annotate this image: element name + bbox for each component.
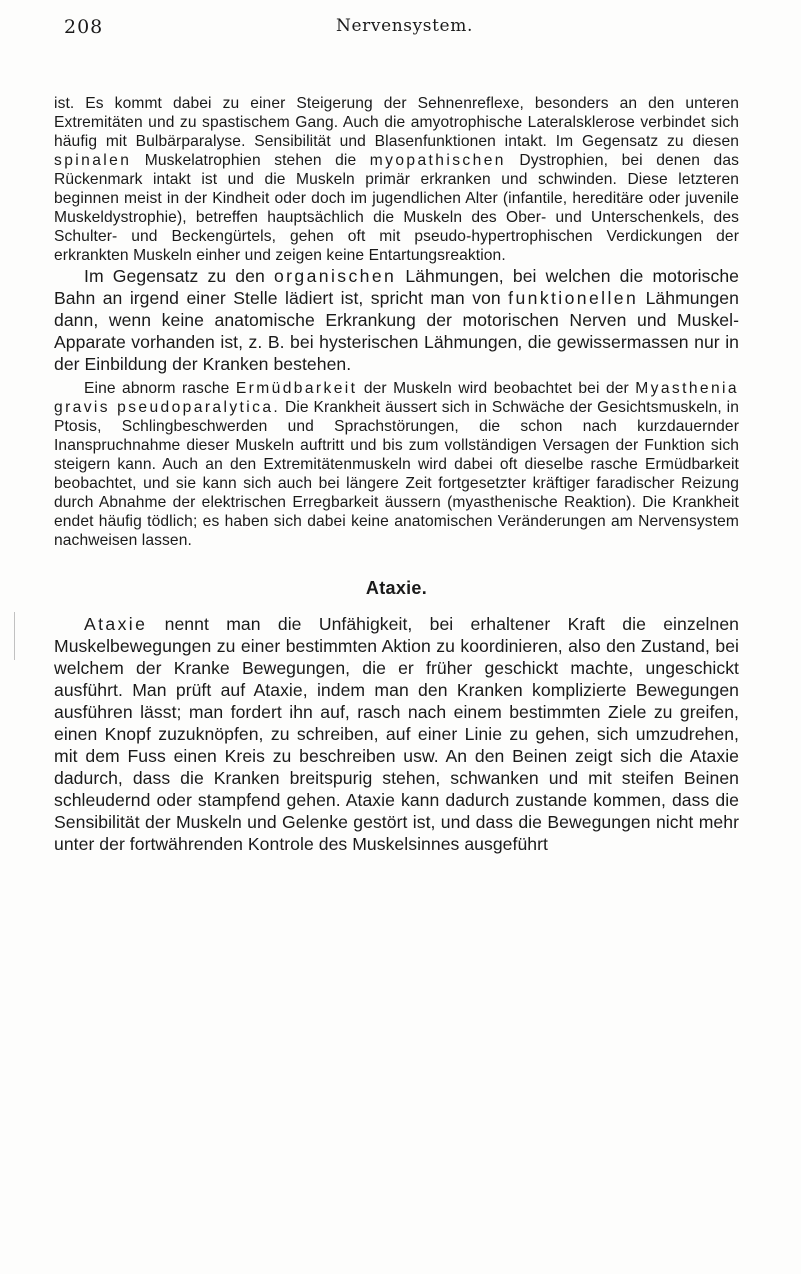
section-heading-ataxie: Ataxie. — [365, 578, 428, 598]
text-run: Muskelatrophien stehen die — [144, 152, 357, 169]
emphasis-ermuedbarkeit: Ermüdbarkeit — [235, 380, 358, 397]
text-run: Lähmungen dann, wenn keine anatomische Erkrankung der motorischen Nerven und Muskel-Apparate vorhanden ist, z. B. bei hysterischen Lähmungen, die gewissermassen nur in der Einbildung der Kranken bestehen. — [54, 288, 739, 374]
page-header — [64, 16, 744, 46]
text-run: Dystrophien, bei denen das Rückenmark intakt ist und die Muskeln primär erkranken und schwinden. Diese letzteren beginnen meist in der Kindheit oder doch im jugendlichen Alter (infantile, hereditäre oder juvenile Muskeldystrophie), betreffen hauptsächlich die Muskeln des Ober- und Unterschenkels, des Schulter- und Beckengürtels, gehen oft mit pseudo-hypertrophischen Verdickungen der erkrankten Muskeln einher und zeigen keine Entartungsreaktion. — [54, 152, 739, 264]
margin-pencil-mark — [14, 612, 35, 660]
paragraph-functional-paralysis — [54, 265, 739, 375]
text-run: nennt man die Unfähigkeit, bei erhaltener Kraft die einzelnen Muskelbewegungen zu einer bestimmten Aktion zu koordinieren, also den Zustand, bei welchem der Kranke Bewegungen, die er früher geschickt machte, ungeschickt ausführt. Man prüft auf Ataxie, indem man den Kranken komplizierte Bewegungen ausführen lässt; man fordert ihn auf, rasch nach einem bestimmten Ziele zu greifen, einen Knopf zuzuknöpfen, zu schreiben, auf einer Linie zu gehen, sich umzudrehen, mit dem Fuss einen Kreis zu beschreiben usw. An den Beinen zeigt sich die Ataxie dadurch, dass die Kranken breitspurig stehen, schwanken und mit steifen Beinen schleudernd oder stampfend gehen. Ataxie kann dadurch zustande kommen, dass die Sensibilität der Muskeln und Gelenke gestört ist, und dass die Bewegungen nicht mehr unter der fortwährenden Kontrole des Muskelsinnes ausgeführt — [54, 614, 739, 854]
page-body — [54, 94, 739, 855]
text-run: ist. Es kommt dabei zu einer Steigerung der Sehnenreflexe, besonders an den unteren Extremitäten und zu spastischem Gang. Auch die amyotrophische Lateralsklerose verbindet sich häufig mit Bulbärparalyse. Sensibilität und Blasenfunktionen intakt. Im Gegensatz zu diesen — [54, 95, 739, 150]
text-run: Die Krankheit äussert sich in Schwäche der Gesichtsmuskeln, in Ptosis, Schlingbeschwerden und Sprachstörungen, die schon nach kurzdauernder Inanspruchnahme dieser Muskeln auftritt und bis zum vollständigen Versagen der Funktion sich steigern kann. Auch an den Extremitätenmuskeln wird dabei oft dieselbe rasche Ermüdbarkeit beobachtet, und sie kann sich auch bei längere Zeit fortgesetzter kräftiger faradischer Reizung durch Abnahme der elektrischen Erregbarkeit äussern (myasthenische Reaktion). Die Krankheit endet häufig tödlich; es haben sich dabei keine anatomischen Veränderungen am Nervensystem nachweisen lassen. — [54, 399, 739, 549]
text-run: der Muskeln wird beobachtet bei der — [363, 380, 629, 397]
emphasis-myopathischen: myopathischen — [369, 152, 506, 169]
text-run: Eine abnorm rasche — [84, 380, 230, 397]
text-run: Im Gegensatz zu den — [84, 266, 265, 286]
running-head: Nervensystem. — [336, 16, 473, 36]
emphasis-myasthenia-gravis: Myasthenia gravis pseudoparalytica. — [54, 380, 739, 416]
paragraph-spinal-atrophies — [54, 94, 739, 265]
page-number: 208 — [64, 16, 104, 38]
emphasis-funktionellen: funktionellen — [508, 288, 639, 308]
paragraph-myasthenia — [54, 379, 739, 550]
paragraph-ataxie — [54, 613, 739, 855]
text-run: Lähmungen, bei welchen die motorische Bahn an irgend einer Stelle lädiert ist, spricht man von — [54, 266, 739, 308]
emphasis-organischen: organischen — [273, 266, 397, 286]
emphasis-ataxie: Ataxie — [84, 614, 148, 634]
emphasis-spinalen: spinalen — [54, 152, 132, 169]
